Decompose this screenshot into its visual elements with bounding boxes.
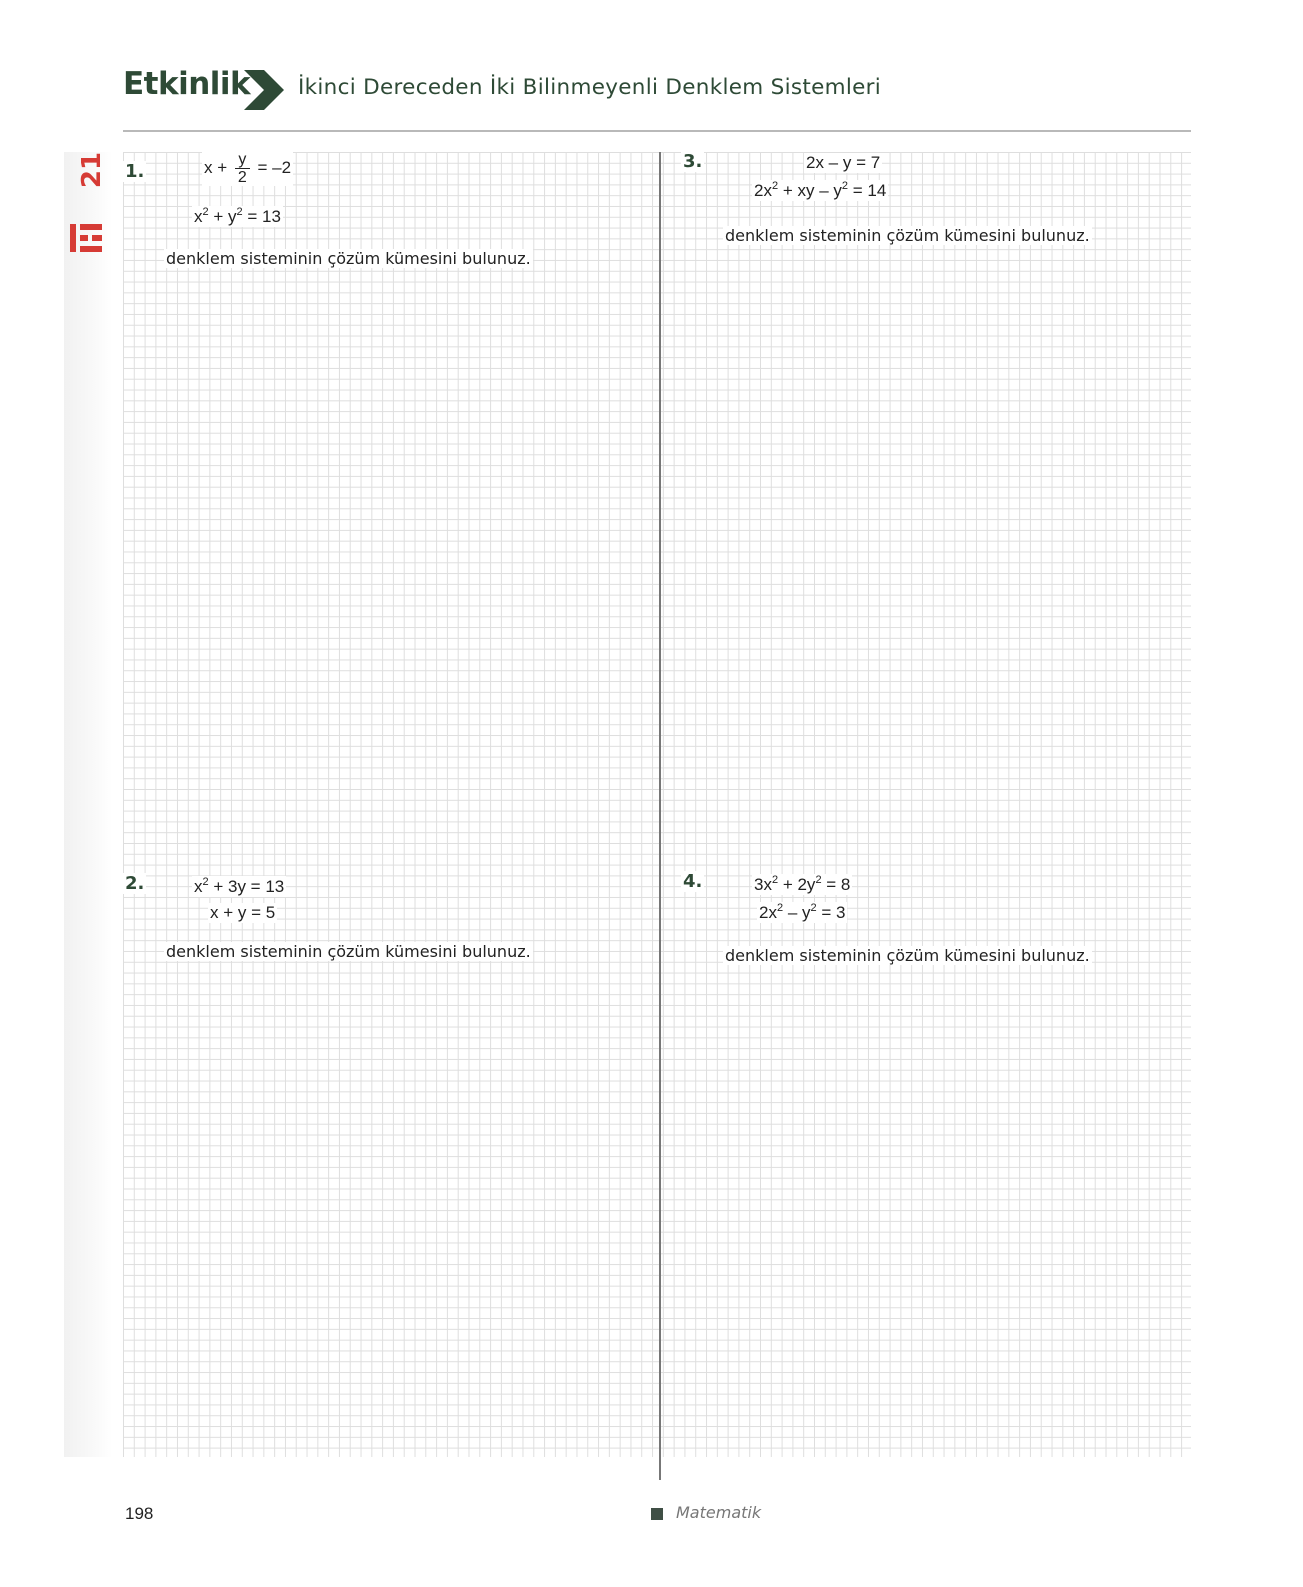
problem-3-equation-2: $2x^2$ + xy – $y^2 = 14$ — [754, 180, 887, 200]
publisher-logo-icon — [70, 224, 102, 252]
problem-2-equation-1: $x^2 + 3y = 13$ — [194, 876, 285, 896]
unit-number: 21 — [77, 151, 107, 189]
page-subtitle: İkinci Dereceden İki Bilinmeyenli Denklem Sistemleri — [298, 75, 882, 100]
problem-1-equation-1: x + $\frac{y}{2}$ = –2 — [204, 151, 292, 186]
problem-4-equation-1: $3x^2 + 2y^2 = 8$ — [754, 874, 851, 894]
problem-1-equation-2: $x^2 + y^2 = 13$ — [194, 206, 281, 226]
problem-3-number: 3. — [683, 151, 703, 172]
problem-1-instruction: denklem sisteminin çözüm kümesini bulunuz. — [166, 249, 531, 268]
problem-2-equation-2: x + y = 5 — [210, 903, 276, 922]
page-number: 198 — [125, 1504, 154, 1523]
problem-4-instruction: denklem sisteminin çözüm kümesini bulunuz. — [725, 946, 1090, 965]
problem-1-number: 1. — [125, 161, 145, 182]
problem-4-equation-2: $2x^2 - y^2 = 3$ — [759, 902, 846, 922]
chevron-right-icon — [242, 68, 286, 112]
problem-3-instruction: denklem sisteminin çözüm kümesini bulunuz. — [725, 226, 1090, 245]
subject-label: Matematik — [676, 1503, 762, 1522]
problem-2-number: 2. — [125, 873, 145, 894]
grid-writing-area — [123, 152, 1191, 1457]
problem-2-instruction: denklem sisteminin çözüm kümesini bulunuz. — [166, 942, 531, 961]
side-strip — [64, 152, 112, 1457]
header-divider — [123, 130, 1191, 132]
fraction: $\frac{y}{2}$ — [235, 151, 250, 186]
square-icon — [651, 1508, 663, 1520]
problem-3-equation-1: 2x – y = 7 — [806, 153, 881, 172]
problem-4-number: 4. — [683, 871, 703, 892]
page-title: Etkinlik — [123, 66, 251, 102]
column-divider — [659, 152, 661, 1480]
